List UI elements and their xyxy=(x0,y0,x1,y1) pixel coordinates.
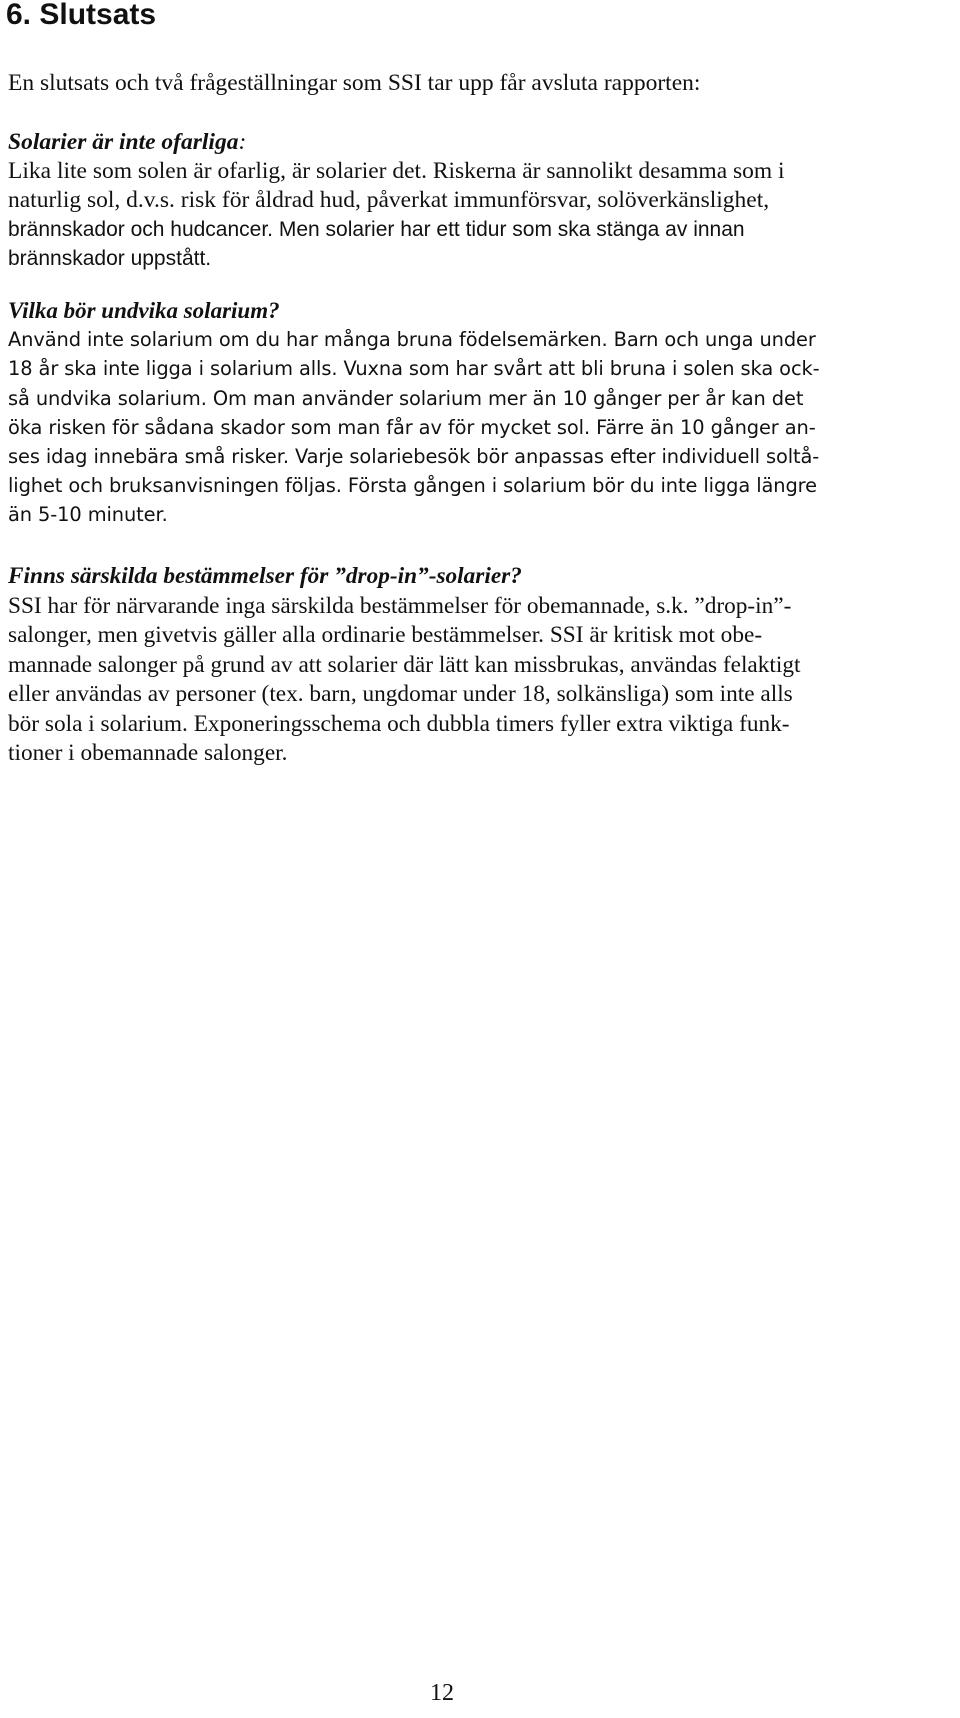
paragraph-line: Lika lite som solen är ofarlig, är solarier det. Riskerna är sannolikt desamma som i xyxy=(8,158,785,184)
paragraph-line: bör sola i solarium. Exponeringsschema och dubbla timers fyller extra viktiga funk- xyxy=(8,710,790,737)
paragraph-line: så undvika solarium. Om man använder solarium mer än 10 gånger per år kan det xyxy=(8,386,804,410)
block-title-suffix: : xyxy=(238,129,247,155)
block-title: Finns särskilda bestämmelser för ”drop-in”-solarier? xyxy=(8,563,522,589)
paragraph-line: ses idag innebära små risker. Varje solariebesök bör anpassas efter individuell soltå- xyxy=(8,445,820,469)
paragraph-line: brännskador uppstått. xyxy=(8,247,212,270)
section-drop-in-solarier xyxy=(8,562,800,769)
block-title: Vilka bör undvika solarium? xyxy=(8,298,280,323)
page-number: 12 xyxy=(430,1680,454,1706)
paragraph-line: eller användas av personer (tex. barn, ungdomar under 18, solkänsliga) som inte alls xyxy=(8,681,793,707)
paragraph-line: Använd inte solarium om du har många bruna födelsemärken. Barn och unga under xyxy=(8,328,816,352)
paragraph-line: tioner i obemannade salonger. xyxy=(8,740,288,766)
section-solarier-ofarliga xyxy=(8,128,785,273)
intro-paragraph: En slutsats och två frågeställningar som SSI tar upp får avsluta rapporten: xyxy=(8,70,701,96)
paragraph-line: naturlig sol, d.v.s. risk för åldrad hud, påverkat immunförsvar, solöverkänslighet, xyxy=(8,187,770,213)
paragraph-line: 18 år ska inte ligga i solarium alls. Vuxna som har svårt att bli bruna i solen ska ock- xyxy=(8,357,820,381)
paragraph-line: brännskador och hudcancer. Men solarier har ett tidur som ska stänga av innan xyxy=(8,218,745,241)
paragraph-line: lighet och bruksanvisningen följas. Första gången i solarium bör du inte ligga längre xyxy=(8,474,817,498)
paragraph-line: SSI har för närvarande inga särskilda bestämmelser för obemannade, s.k. ”drop-in”- xyxy=(8,592,792,619)
block-title xyxy=(8,128,785,157)
paragraph-line: öka risken för sådana skador som man får av för mycket sol. Färre än 10 gånger an- xyxy=(8,415,816,439)
paragraph-line: än 5-10 minuter. xyxy=(8,503,168,527)
paragraph-line: salonger, men givetvis gäller alla ordinarie bestämmelser. SSI är kritisk mot obe- xyxy=(8,622,763,648)
section-vilka-bor-undvika xyxy=(8,296,820,530)
section-heading: 6. Slutsats xyxy=(6,0,157,31)
block-title-text: Solarier är inte ofarliga xyxy=(8,129,239,155)
paragraph-line: mannade salonger på grund av att solarier där lätt kan missbrukas, användas felaktigt xyxy=(8,651,801,678)
